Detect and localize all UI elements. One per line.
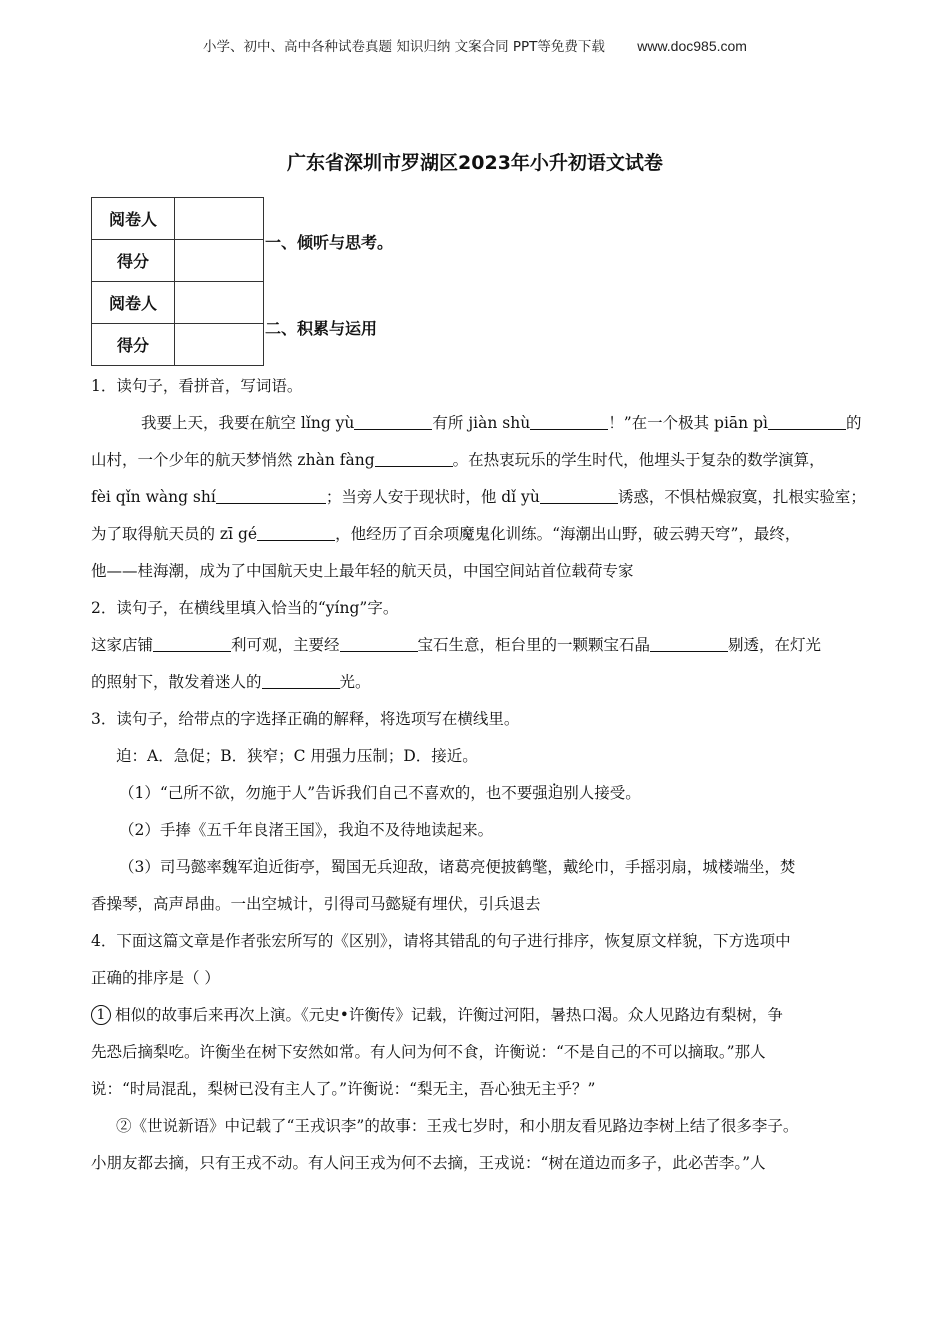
answer-blank[interactable] <box>540 488 618 505</box>
text-span: ，他经历了百余项魔鬼化训练。“海潮出山野，破云骋天穹”，最终， <box>335 525 801 543</box>
answer-blank[interactable] <box>354 414 432 431</box>
section-1-heading: 一、倾听与思考。 <box>265 233 394 252</box>
answer-blank[interactable] <box>530 414 608 431</box>
q3-heading: 3．读句子，给带点的字选择正确的解释，将选项写在横线里。 <box>91 710 520 728</box>
text-span: ！”在一个极其 piān pì <box>608 414 768 432</box>
text-span: 的 <box>845 414 862 432</box>
text-span: fèi qǐn wàng shí <box>91 488 216 506</box>
page-header <box>0 35 950 55</box>
q2-sentence-line <box>91 627 891 664</box>
dotted-char: 迫 <box>353 821 370 839</box>
text-span: （1）“己所不欲，勿施于人”告诉我们自己不喜欢的，也不要强 <box>119 784 548 802</box>
text-span: 近街亭，蜀国无兵迎敌，诸葛亮便披鹤氅，戴纶巾，手摇羽扇，城楼端坐，焚 <box>268 858 796 876</box>
q4-heading-cont: 正确的排序是（ ） <box>91 969 220 987</box>
question-content <box>91 368 891 1182</box>
q1-paragraph-line <box>91 516 891 553</box>
text-span: 不及待地读起来。 <box>369 821 494 839</box>
text-span: 这家店铺 <box>91 636 154 654</box>
q3-item-3-cont: 香操琴，高声昂曲。一出空城计，引得司马懿疑有埋伏，引兵退去 <box>91 895 541 913</box>
table-row <box>92 198 264 240</box>
answer-blank[interactable] <box>262 673 340 690</box>
number-badge: 1 <box>91 1005 111 1025</box>
q4-para-2-line: 小朋友都去摘，只有王戎不动。有人问王戎为何不去摘，王戎说：“树在道边而多子，此必苦李。”人 <box>91 1154 766 1172</box>
q1-heading: 1．读句子，看拼音，写词语。 <box>91 377 303 395</box>
q3-options: 迫：A．急促；B．狭窄；C 用强力压制；D．接近。 <box>116 747 478 765</box>
score-cell[interactable] <box>175 324 264 366</box>
section-2-heading: 二、积累与运用 <box>265 319 378 338</box>
dotted-char: 迫 <box>252 858 269 876</box>
text-span: 山村，一个少年的航天梦悄然 zhàn fàng <box>91 451 375 469</box>
text-span: ；当旁人安于现状时，他 dǐ yù <box>325 488 540 506</box>
score-label: 得分 <box>92 324 175 366</box>
answer-blank[interactable] <box>216 488 326 505</box>
reviewer-label: 阅卷人 <box>92 282 175 324</box>
score-label: 得分 <box>92 240 175 282</box>
dotted-char: 迫 <box>547 784 564 802</box>
text-span: 相似的故事后来再次上演。《元史•许衡传》记载，许衡过河阳，暑热口渴。众人见路边有梨树，争 <box>115 1006 783 1024</box>
text-span: （2）手捧《五千年良渚王国》，我 <box>119 821 354 839</box>
q1-paragraph-line <box>91 405 891 442</box>
header-text: 小学、初中、高中各种试卷真题 知识归纳 文案合同 PPT等免费下载 <box>203 39 605 55</box>
table-row <box>92 324 264 366</box>
reviewer-cell[interactable] <box>175 282 264 324</box>
q4-para-1 <box>91 997 891 1034</box>
reviewer-cell[interactable] <box>175 198 264 240</box>
table-row <box>92 282 264 324</box>
answer-blank[interactable] <box>340 636 418 653</box>
text-span: 光。 <box>339 673 371 691</box>
score-cell[interactable] <box>175 240 264 282</box>
page-title: 广东省深圳市罗湖区2023年小升初语文试卷 <box>287 152 663 174</box>
text-span: 有所 jiàn shù <box>432 414 531 432</box>
text-span: 。在热衷玩乐的学生时代，他埋头于复杂的数学演算， <box>452 451 825 469</box>
reviewer-label: 阅卷人 <box>92 198 175 240</box>
text-span: 别人接受。 <box>563 784 641 802</box>
text-span: （3）司马懿率魏军 <box>119 858 253 876</box>
q3-item-2 <box>91 812 891 849</box>
text-span: 我要上天，我要在航空 lǐng yù <box>141 414 355 432</box>
q4-heading: 4．下面这篇文章是作者张宏所写的《区别》，请将其错乱的句子进行排序，恢复原文样貌，下方选项中 <box>91 932 791 950</box>
q4-para-1-line: 说：“时局混乱，梨树已没有主人了。”许衡说：“梨无主，吾心独无主乎？” <box>91 1080 596 1098</box>
q2-heading: 2．读句子，在横线里填入恰当的“yíng”字。 <box>91 599 399 617</box>
text-span: 利可观，主要经 <box>231 636 340 654</box>
answer-blank[interactable] <box>375 451 453 468</box>
header-site[interactable]: www.doc985.com <box>637 38 747 54</box>
q2-sentence-line <box>91 664 891 701</box>
answer-blank[interactable] <box>768 414 846 431</box>
score-table <box>91 197 264 366</box>
text-span: 剔透，在灯光 <box>728 636 822 654</box>
text-span: 为了取得航天员的 zī gé <box>91 525 258 543</box>
answer-blank[interactable] <box>650 636 728 653</box>
q4-para-1-line: 先恐后摘梨吃。许衡坐在树下安然如常。有人问为何不食，许衡说：“不是自己的不可以摘取。”那人 <box>91 1043 766 1061</box>
table-row <box>92 240 264 282</box>
text-span: 诱惑，不惧枯燥寂寞，扎根实验室； <box>617 488 866 506</box>
answer-blank[interactable] <box>153 636 231 653</box>
q4-para-2: ②《世说新语》中记载了“王戎识李”的故事：王戎七岁时，和小朋友看见路边李树上结了很多李子。 <box>116 1117 799 1135</box>
q3-item-3 <box>91 849 891 886</box>
text-span: 的照射下，散发着迷人的 <box>91 673 262 691</box>
q1-paragraph-line: 他——桂海潮，成为了中国航天史上最年轻的航天员，中国空间站首位载荷专家 <box>91 562 634 580</box>
q1-paragraph-line <box>91 479 891 516</box>
text-span: 宝石生意，柜台里的一颗颗宝石晶 <box>417 636 651 654</box>
q3-item-1 <box>91 775 891 812</box>
answer-blank[interactable] <box>257 525 335 542</box>
q1-paragraph-line <box>91 442 891 479</box>
